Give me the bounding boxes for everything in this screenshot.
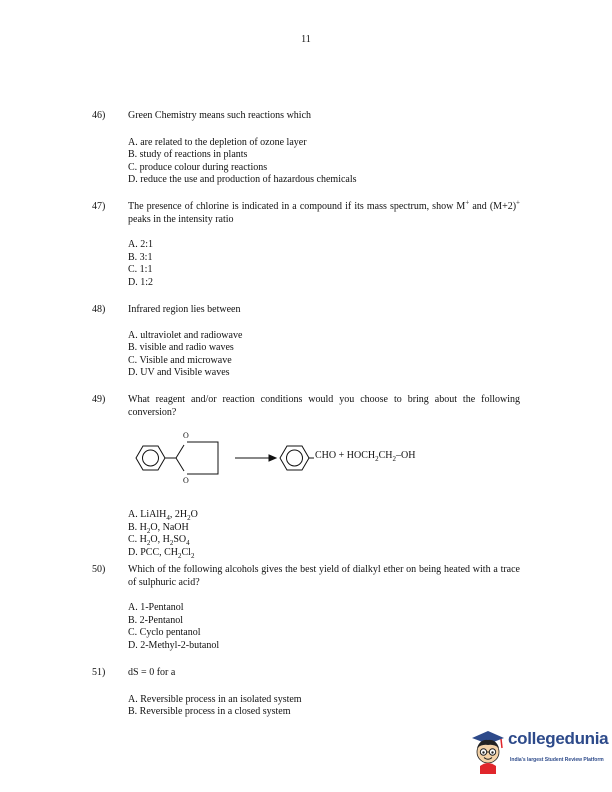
options-list xyxy=(128,694,520,719)
option-a: A. 1-Pentanol xyxy=(128,602,184,613)
page-number: 11 xyxy=(301,34,311,45)
question-stem: The presence of chlorine is indicated in a compound if its mass spectrum, show M+ and (M+2)+ peaks in the intensity ratio xyxy=(128,198,520,225)
aromatic-circle-product xyxy=(287,450,303,466)
question-number: 47) xyxy=(92,201,106,212)
option-c: C. $H_2O$, $H_2SO_4$ xyxy=(128,534,190,547)
atom-o-top: O xyxy=(183,431,189,440)
question-number: 46) xyxy=(92,110,106,121)
option-a: A. LiAlH$_4$, $2H_2O$ xyxy=(128,509,198,522)
logo-wordmark: collegedunia xyxy=(508,729,609,748)
dioxolane-ring xyxy=(187,442,218,474)
reaction-scheme xyxy=(128,425,520,491)
bond-acetal-o-bottom xyxy=(176,458,184,471)
option-d: D. reduce the use and production of hazardous chemicals xyxy=(128,174,357,185)
question-stem: Which of the following alcohols gives the best yield of dialkyl ether on being heated with a trace of sulphuric acid? xyxy=(128,564,520,588)
bond-acetal-o-top xyxy=(176,445,184,458)
option-b: B. study of reactions in plants xyxy=(128,149,248,160)
option-d: D. PCC, $CH_2Cl_2$ xyxy=(128,546,195,560)
question-49 xyxy=(92,394,520,559)
atom-o-bottom: O xyxy=(183,476,189,485)
question-stem: dS = 0 for a xyxy=(128,667,176,678)
option-b: B. 2-Pentanol xyxy=(128,614,183,626)
option-a: A. are related to the depletion of ozone layer xyxy=(128,136,307,148)
question-number: 50) xyxy=(92,564,106,575)
arrow-head xyxy=(269,455,276,461)
question-stem: What reagent and/or reaction conditions would you choose to bring about the following conversion? xyxy=(128,394,520,418)
question-stem: Green Chemistry means such reactions which xyxy=(128,110,312,121)
logo-tagline: India's largest Student Review Platform xyxy=(510,757,604,763)
collegedunia-logo xyxy=(468,726,608,776)
option-a: A. ultraviolet and radiowave xyxy=(128,329,243,341)
option-b: B. visible and radio waves xyxy=(128,342,234,353)
question-stem: Infrared region lies between xyxy=(128,304,241,315)
option-c: C. Visible and microwave xyxy=(128,354,232,366)
question-47 xyxy=(92,198,520,289)
question-51 xyxy=(92,667,520,719)
options-list xyxy=(128,239,520,289)
option-d: D. 2-Methyl-2-butanol xyxy=(128,639,220,651)
product-formula: CHO + $HOCH_2CH_2-OH$ xyxy=(315,450,416,463)
option-b: B. $H_2O$, NaOH xyxy=(128,521,189,535)
option-a: A. 2:1 xyxy=(128,239,153,250)
question-50 xyxy=(92,564,520,652)
options-list xyxy=(128,602,520,652)
option-b: B. 3:1 xyxy=(128,251,153,263)
option-c: C. produce colour during reactions xyxy=(128,161,268,173)
option-c: C. Cyclo pentanol xyxy=(128,627,201,638)
option-b: B. Reversible process in a closed system xyxy=(128,706,291,717)
question-number: 51) xyxy=(92,667,106,678)
aromatic-circle-reactant xyxy=(143,450,159,466)
question-46 xyxy=(92,110,520,187)
options-list xyxy=(128,509,520,559)
option-a: A. Reversible process in an isolated system xyxy=(128,693,302,705)
question-number: 49) xyxy=(92,394,106,405)
option-d: D. 1:2 xyxy=(128,276,153,288)
question-number: 48) xyxy=(92,304,106,315)
options-list xyxy=(128,137,520,187)
question-48 xyxy=(92,304,520,380)
option-c: C. 1:1 xyxy=(128,264,153,275)
options-list xyxy=(128,330,520,380)
option-d: D. UV and Visible waves xyxy=(128,367,230,378)
mascot-icon xyxy=(468,726,508,776)
